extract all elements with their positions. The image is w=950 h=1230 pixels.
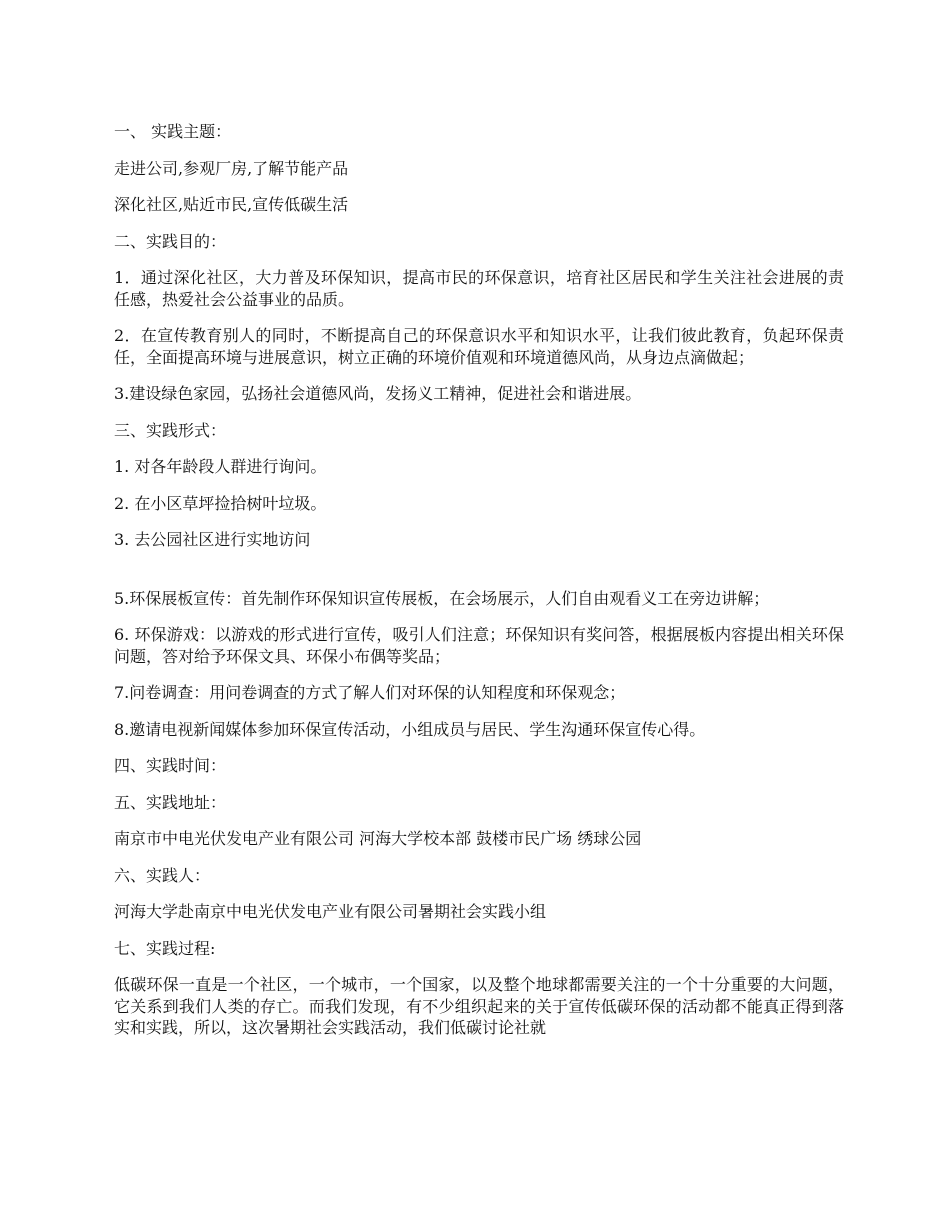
process-paragraph: 低碳环保一直是一个社区，一个城市，一个国家，以及整个地球都需要关注的一个十分重要的大问题，它关系到我们人类的存亡。而我们发现，有不少组织起来的关于宣传低碳环保的活动都不能真正得到落实和实践，所以，这次暑期社会实践活动，我们低碳讨论社就 [114,975,844,1037]
form-item-6: 6. 环保游戏：以游戏的形式进行宣传，吸引人们注意；环保知识有奖问答，根据展板内容提出相关环保问题，答对给予环保文具、环保小布偶等奖品； [114,625,844,666]
section-heading-time: 四、实践时间： [114,756,227,775]
form-item-1: 1. 对各年龄段人群进行询问。 [114,457,327,476]
theme-line-1: 走进公司,参观厂房,了解节能产品 [114,158,349,178]
section-heading-location: 五、实践地址： [114,792,227,812]
blank-line [114,566,844,588]
section-heading-process: 七、实践过程: [114,938,216,958]
form-item-2: 2. 在小区草坪捡拾树叶垃圾。 [114,493,327,513]
purpose-item-3: 3.建设绿色家园，弘扬社会道德风尚，发扬义工精神，促进社会和谐进展。 [114,384,642,403]
purpose-item-1: 1．通过深化社区，大力普及环保知识，提高市民的环保意识，培育社区居民和学生关注社会进展的责任感，热爱社会公益事业的品质。 [114,268,844,309]
document-body [114,121,844,1054]
section-heading-form: 三、实践形式： [114,420,227,440]
theme-line-2: 深化社区,贴近市民,宣传低碳生活 [114,195,349,214]
form-item-5: 5.环保展板宣传：首先制作环保知识宣传展板，在会场展示，人们自由观看义工在旁边讲解； [114,588,770,608]
form-item-3: 3. 去公园社区进行实地访问 [114,530,311,549]
form-item-7: 7.问卷调查：用问卷调查的方式了解人们对环保的认知程度和环保观念； [114,683,626,702]
section-heading-people: 六、实践人： [114,865,211,885]
people-group: 河海大学赴南京中电光伏发电产业有限公司暑期社会实践小组 [114,902,547,921]
section-heading-purpose: 二、实践目的： [114,231,227,251]
section-heading-theme: 一、 实践主题： [114,122,232,141]
purpose-item-2: 2．在宣传教育别人的同时，不断提高自己的环保意识水平和知识水平，让我们彼此教育，负起环保责任，全面提高环境与进展意识，树立正确的环境价值观和环境道德风尚，从身边点滴做起； [114,326,844,367]
location-list: 南京市中电光伏发电产业有限公司 河海大学校本部 鼓楼市民广场 绣球公园 [114,829,642,848]
form-item-8: 8.邀请电视新闻媒体参加环保宣传活动，小组成员与居民、学生沟通环保宣传心得。 [114,719,706,739]
